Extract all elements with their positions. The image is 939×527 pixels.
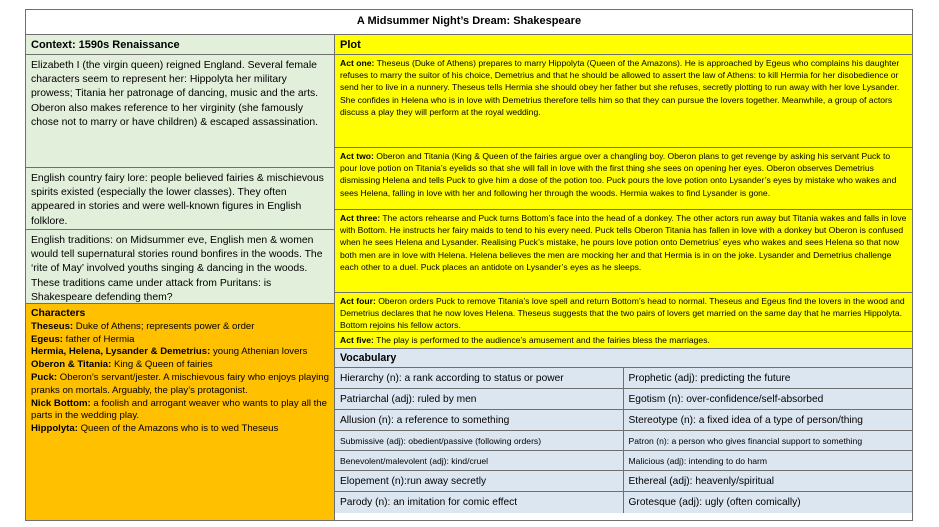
vocab-term: Patron (n): a person who gives financial support to something: [628, 435, 863, 446]
act-label: Act four:: [340, 296, 376, 306]
act-text: Theseus (Duke of Athens) prepares to marry Hippolyta (Queen of the Amazons). He is approached by Egeus who complains his daughter refuses to marry the suitor of his choice, Demetrius and that he should be allowed to assert the law of Athens: to kill Hermia for her disobedience or send her to live in a nunnery. Theseus tells Hermia she should obey her father but she refuses, secretly plotting to run away with her love Lysander. She confides in Helena who is in love with Demetrius therefore tells him so that they can pursue the lovers together. Meanwhile, a group of actors discuss a play they will perform at the royal wedding.: [340, 58, 900, 117]
character-name: Egeus:: [31, 333, 63, 345]
act-text: Oberon and Titania (King & Queen of the fairies argue over a changling boy. Oberon plans to get revenge by asking his servant Puck to pour love potion on Titania’s eyelids so that she will fall in love with the first thing she sees on opening her eyes. Oberon observes Demetrius dismissing Helena and tells Puck to give him a dose of the potion too. Puck pours the love potion onto Lysander’s eyes by mistake who wakes and sees Helena, falling in love with her and following her through the woods. Hermia wakes to find Lysander is gone.: [340, 151, 897, 198]
plot-act-one: [335, 55, 912, 148]
vocabulary-table: [335, 368, 912, 513]
character-item: [31, 334, 329, 347]
context-traditions: English traditions: on Midsummer eve, English men & women would tell supernatural stories round bonfires in the woods. The ‘rite of May’ involved youths singing & dancing in the woods. These traditions came under attack from Puritans: is Shakespeare defending them?: [26, 230, 334, 304]
vocab-term: Ethereal (adj): heavenly/spiritual: [628, 475, 775, 487]
page-title: A Midsummer Night’s Dream: Shakespeare: [26, 10, 912, 35]
character-desc: Queen of the Amazons who is to wed Theseus: [77, 423, 279, 435]
context-elizabeth: Elizabeth I (the virgin queen) reigned England. Several female characters seem to represent her: Hippolyta her military prowess; Titania her patronage of dancing, music and the arts. Oberon also makes reference to her virginity (she famously chose not to marry or have children) & escaped assassination.: [26, 55, 334, 168]
act-text: The actors rehearse and Puck turns Bottom’s face into the head of a donkey. The other actors run away but Titania wakes and falls in love with Bottom. He instructs her fairy maids to tend to his every need. Puck tells Oberon Titania has fallen in love with a donkey but Oberon is confused when he sees Helena and Lysander. Realising Puck’s mistake, he pours love potion onto Demetrius’ eyes who wakes and sees Helena so that now both men are in love with Helena. Helena believes the men are mocking her and that Hermia is in on the joke. Lysander and Demetrius challenge each other to a duel. Puck places an antidote on Lysander’s eyes as he sleeps.: [340, 213, 907, 272]
vocab-term: Stereotype (n): a fixed idea of a type of person/thing: [628, 414, 863, 426]
character-item: [31, 398, 329, 424]
vocabulary-header: Vocabulary: [335, 349, 912, 368]
character-item: [31, 321, 329, 334]
character-desc: a foolish and arrogant weaver who wants to play all the parts in the wedding play.: [31, 397, 327, 422]
vocab-row: [335, 471, 912, 492]
act-label: Act three:: [340, 213, 381, 223]
vocab-row: [335, 451, 912, 471]
character-item: [31, 359, 329, 372]
vocab-term: Malicious (adj): intending to do harm: [628, 455, 768, 466]
vocab-term: Hierarchy (n): a rank according to status or power: [335, 368, 624, 388]
vocab-term: Patriarchal (adj): ruled by men: [335, 389, 624, 409]
act-text: Oberon orders Puck to remove Titania’s love spell and return Bottom’s head to normal. Theseus and Egeus find the lovers in the wood and Demetrius declares that he now loves Helena. Theseus suggests that the two pairs of lovers get married on the same day that he marries Hippolyta. Bottom rejoins his fellow actors.: [340, 296, 905, 331]
plot-act-two: [335, 148, 912, 210]
plot-header: Plot: [335, 35, 912, 55]
vocab-row: [335, 431, 912, 451]
act-label: Act one:: [340, 58, 375, 68]
vocab-term: Prophetic (adj): predicting the future: [628, 372, 791, 384]
vocab-row: [335, 492, 912, 513]
vocab-term: Allusion (n): a reference to something: [335, 410, 624, 430]
act-text: The play is performed to the audience’s amusement and the fairies bless the marriages.: [373, 335, 710, 345]
context-header: Context: 1590s Renaissance: [26, 35, 334, 55]
vocab-row: [335, 410, 912, 431]
plot-act-five: [335, 332, 912, 349]
character-name: Oberon & Titania:: [31, 359, 112, 371]
character-desc: Duke of Athens; represents power & order: [73, 320, 255, 332]
plot-act-four: [335, 293, 912, 332]
character-item: [31, 423, 329, 436]
act-label: Act two:: [340, 151, 374, 161]
act-label: Act five:: [340, 335, 374, 345]
vocab-term: Egotism (n): over-confidence/self-absorbed: [628, 393, 824, 405]
characters-header: Characters: [31, 308, 86, 319]
vocab-term: Elopement (n):run away secretly: [335, 471, 624, 491]
character-name: Hermia, Helena, Lysander & Demetrius:: [31, 346, 211, 358]
left-column: [26, 35, 335, 520]
vocab-term: Grotesque (adj): ugly (often comically): [628, 497, 801, 508]
character-desc: father of Hermia: [63, 333, 135, 345]
vocab-term: Submissive (adj): obedient/passive (following orders): [335, 431, 624, 450]
character-item: [31, 372, 329, 398]
vocab-row: [335, 368, 912, 389]
character-name: Hippolyta:: [31, 423, 78, 435]
characters-panel: [26, 304, 334, 520]
vocab-term: Benevolent/malevolent (adj): kind/cruel: [335, 451, 624, 470]
character-name: Puck:: [31, 371, 58, 383]
knowledge-organiser: [25, 9, 913, 521]
context-fairy-lore: English country fairy lore: people believed fairies & mischievous spirits existed (especially the lower classes). They often appeared in stories and were well-known figures in English folklore.: [26, 168, 334, 230]
vocab-term: Parody (n): an imitation for comic effect: [335, 492, 624, 513]
character-desc: King & Queen of fairies: [111, 359, 213, 371]
character-desc: young Athenian lovers: [210, 346, 308, 358]
character-name: Nick Bottom:: [31, 397, 91, 409]
character-desc: Oberon’s servant/jester. A mischievous fairy who enjoys playing pranks on mortals. Arguably, the play’s protagonist.: [31, 371, 329, 396]
character-name: Theseus:: [31, 320, 74, 332]
right-column: [335, 35, 912, 520]
character-item: [31, 346, 329, 359]
plot-act-three: [335, 210, 912, 293]
vocab-row: [335, 389, 912, 410]
